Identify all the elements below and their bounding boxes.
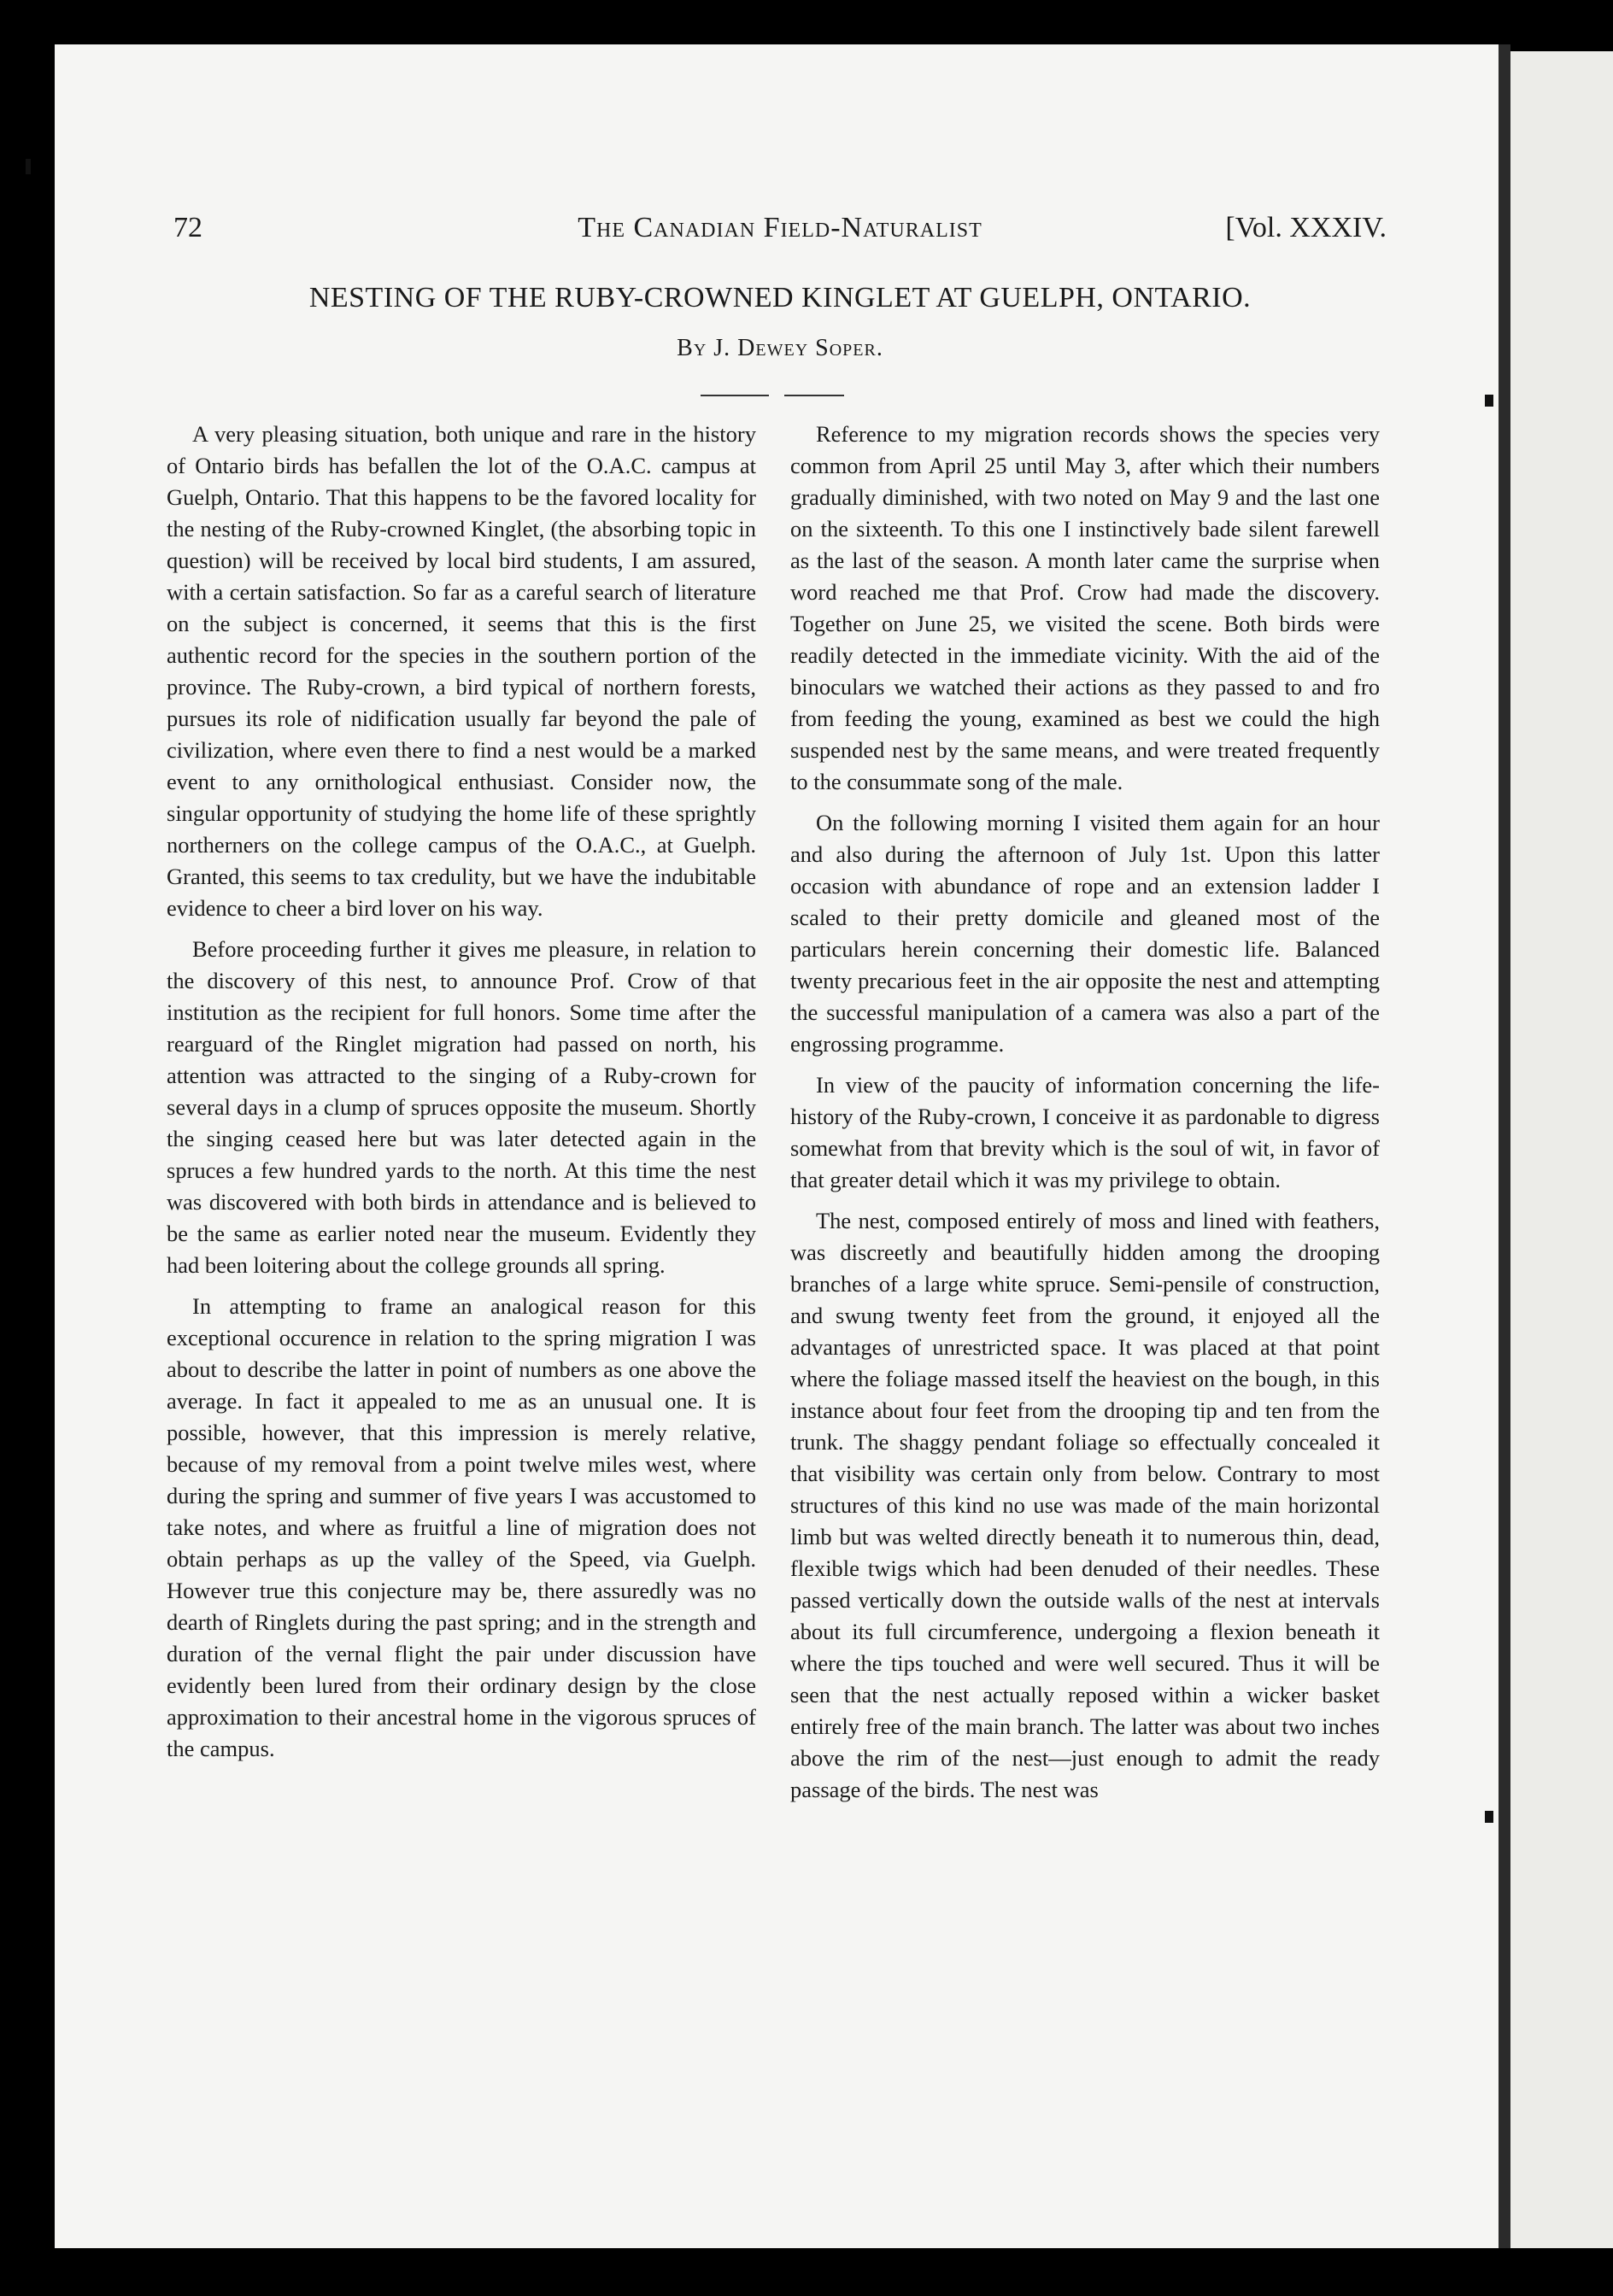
- paragraph: A very pleasing situation, both unique and rare in the history of Ontario birds has befallen the lot of the O.A.C. campus at Guelph, Ontario. That this happens to be the favored locality for the nesting of the Ruby-crowned Kinglet, (the absorbing topic in question) will be received by local bird students, I am assured, with a certain satisfaction. So far as a careful search of literature on the subject is concerned, it seems that this is the first authentic record for the species in the southern portion of the province. The Ruby-crown, a bird typical of northern forests, pursues its role of nidification usually far beyond the pale of civilization, where even there to find a nest would be a marked event to any ornithological enthusiast. Consider now, the singular opportunity of studying the home life of these sprightly northerners on the college campus of the O.A.C., at Guelph. Granted, this seems to tax credulity, but we have the indubitable evidence to cheer a bird lover on his way.: [167, 421, 756, 921]
- scan-mark: [1485, 395, 1493, 407]
- title-rule: [784, 395, 844, 396]
- paragraph: Reference to my migration records shows the species very common from April 25 until May 3, after which their numbers gradually diminished, with two noted on May 9 and the last one on the sixteenth. To this one I instinctively bade silent farewell as the last of the season. A month later came the surprise when word reached me that Prof. Crow had made the discovery. Together on June 25, we visited the scene. Both birds were readily detected in the immediate vicinity. With the aid of the binoculars we watched their actions as they passed to and fro from feeding the young, examined as best we could the high suspended nest by the same means, and were treated frequently to the consummate song of the male.: [790, 421, 1380, 794]
- paragraph: On the following morning I visited them again for an hour and also during the afternoon of July 1st. Upon this latter occasion with abundance of rope and an extension ladder I scaled to their pretty domicile and gleaned most of the particulars herein concerning their domestic life. Balanced twenty precarious feet in the air opposite the nest and attempting the successful manipulation of a camera was also a part of the engrossing programme.: [790, 810, 1380, 1057]
- paragraph: Before proceeding further it gives me pleasure, in relation to the discovery of this nest, to announce Prof. Crow of that institution as the recipient for full honors. Some time after the rearguard of the Ringlet migration had passed on north, his attention was attracted to the singing of a Ruby-crown for several days in a clump of spruces opposite the museum. Shortly the singing ceased here but was later detected again in the spruces a few hundred yards to the north. At this time the nest was discovered with both birds in attendance and is believed to be the same as earlier noted near the museum. Evidently they had been loitering about the college grounds all spring.: [167, 936, 756, 1278]
- right-column: [790, 419, 1380, 2127]
- facing-page-edge: [1510, 51, 1613, 2248]
- scan-mark: [26, 159, 31, 174]
- journal-title: The Canadian Field-Naturalist: [578, 212, 982, 243]
- title-rule: [701, 395, 769, 396]
- page-gutter: [1499, 44, 1510, 2248]
- page-number: 72: [173, 212, 202, 243]
- paragraph: In view of the paucity of information concerning the life-history of the Ruby-crown, I conceive it as pardonable to digress somewhat from that brevity which is the soul of wit, in favor of that greater detail which it was my privilege to obtain.: [790, 1072, 1380, 1192]
- byline: By J. Dewey Soper.: [677, 335, 883, 361]
- scan-mark: [1485, 1811, 1493, 1823]
- article-title: NESTING OF THE RUBY-CROWNED KINGLET AT GUELPH, ONTARIO.: [308, 282, 1252, 313]
- volume-label: [Vol. XXXIV.: [1225, 212, 1387, 243]
- left-column: [167, 419, 756, 2127]
- paragraph: In attempting to frame an analogical reason for this exceptional occurence in relation to the spring migration I was about to describe the latter in point of numbers as one above the average. In fact it appealed to me as an unusual one. It is possible, however, that this impression is merely relative, because of my removal from a point twelve miles west, where during the spring and summer of five years I was accustomed to take notes, and where as fruitful a line of migration does not obtain perhaps as up the valley of the Speed, via Guelph. However true this conjecture may be, there assuredly was no dearth of Ringlets during the past spring; and in the strength and duration of the vernal flight the pair under discussion have evidently been lured from their ordinary design by the close approximation to their ancestral home in the vigorous spruces of the campus.: [167, 1293, 756, 1761]
- paragraph: The nest, composed entirely of moss and lined with feathers, was discreetly and beautifully hidden among the drooping branches of a large white spruce. Semi-pensile of construction, and swung twenty feet from the ground, it enjoyed all the advantages of unrestricted space. It was placed at that point where the foliage massed itself the heaviest on the bough, in this instance about four feet from the drooping tip and ten from the trunk. The shaggy pendant foliage so effectually concealed it that visibility was certain only from below. Contrary to most structures of this kind no use was made of the main horizontal limb but was welted directly beneath it to numerous thin, dead, flexible twigs which had been denuded of their needles. These passed vertically down the outside walls of the nest at intervals about its full circumference, undergoing a flexion beneath it where the tips touched and were well secured. Thus it will be seen that the nest actually reposed within a wicker basket entirely free of the main branch. The latter was about two inches above the rim of the nest—just enough to admit the ready passage of the birds. The nest was: [790, 1208, 1380, 1802]
- running-head: [173, 212, 1387, 251]
